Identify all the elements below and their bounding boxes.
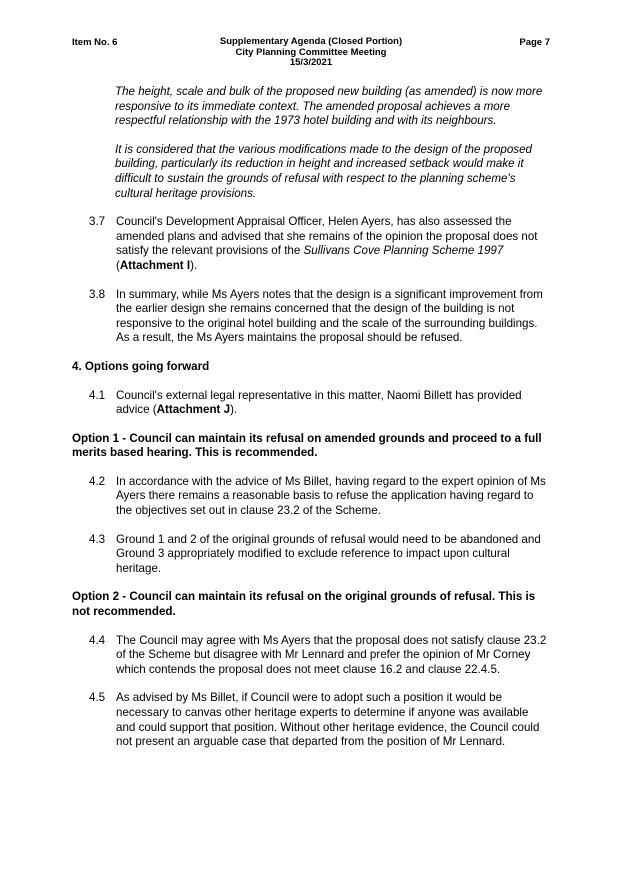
- paragraph-4-2: [89, 475, 550, 519]
- page-number: Page 7: [519, 37, 550, 48]
- paragraph-text: In summary, while Ms Ayers notes that the design is a significant improvement from the earlier design she remains concerned that the design of the building is not responsive to the original hotel building and the scale of the surrounding buildings. As a result, the Ms Ayers maintains the proposal should be refused.: [116, 287, 543, 345]
- paragraph-number: 4.4: [89, 633, 106, 647]
- attachment-reference: Attachment I: [119, 258, 191, 272]
- paragraph-text: Ground 1 and 2 of the original grounds of refusal would need to be abandoned and Ground 3 appropriately modified to exclude reference to impact upon cultural heritage.: [116, 532, 541, 575]
- header-date: 15/3/2021: [289, 57, 333, 68]
- paragraph-3-8: [89, 288, 550, 346]
- paragraph-4-5: [89, 691, 550, 749]
- scheme-title: Sullivans Cove Planning Scheme 1997: [303, 244, 504, 258]
- paragraph-number: 3.7: [89, 215, 106, 229]
- paragraph-4-3: [89, 533, 550, 577]
- attachment-reference: Attachment J: [156, 403, 231, 417]
- text-segment: ).: [230, 403, 238, 417]
- quote-paragraph-2: It is considered that the various modifications made to the design of the proposed building, particularly its reduction in height and increased setback would make it difficult to sustain the grounds of refusal with respect to the planning scheme's cultural heritage provisions.: [115, 142, 532, 200]
- paragraph-number: 4.5: [89, 691, 106, 705]
- paragraph-number: 4.1: [89, 388, 106, 402]
- text-segment: Council's Development Appraisal Officer, Helen Ayers, has also assessed the amended plans and advised that she remains of the opinion the proposal does not satisfy the relevant provisions of the: [116, 215, 538, 258]
- paragraph-number: 3.8: [89, 287, 106, 301]
- section-heading: 4. Options going forward: [72, 359, 210, 373]
- paragraph-text: The Council may agree with Ms Ayers that the proposal does not satisfy clause 23.2 of the Scheme but disagree with Mr Lennard and prefer the opinion of Mr Corney which contends the proposal does not meet clause 16.2 and clause 22.4.5.: [116, 633, 547, 676]
- quote-paragraph-1: The height, scale and bulk of the proposed new building (as amended) is now more responsive to its immediate context. The amended proposal achieves a more respectful relationship with the 1973 hotel building and with its neighbours.: [115, 85, 543, 128]
- page-header: [72, 37, 550, 73]
- text-segment: (: [116, 258, 120, 272]
- paragraph-text: In accordance with the advice of Ms Billet, having regard to the expert opinion of Ms Ayers there remains a reasonable basis to refuse the application having regard to the objectives set out in clause 23.2 of the Scheme.: [116, 474, 546, 518]
- header-title-line2: City Planning Committee Meeting: [235, 46, 387, 58]
- paragraph-3-7: [89, 215, 550, 273]
- paragraph-text: [116, 215, 550, 273]
- paragraph-4-1: [89, 389, 550, 418]
- document-body: [72, 85, 550, 764]
- paragraph-text: [116, 389, 550, 418]
- text-segment: Council's external legal representative in this matter, Naomi Billett has provided advice (: [116, 388, 522, 417]
- header-title-block: [72, 37, 550, 69]
- paragraph-number: 4.2: [89, 474, 106, 488]
- paragraph-4-4: [89, 634, 550, 678]
- text-segment: ).: [190, 258, 198, 272]
- paragraph-number: 4.3: [89, 532, 106, 546]
- option-1-heading: Option 1 - Council can maintain its refusal on amended grounds and proceed to a full merits based hearing. This is recommended.: [72, 431, 542, 460]
- option-2-heading: Option 2 - Council can maintain its refusal on the original grounds of refusal. This is not recommended.: [72, 590, 536, 619]
- header-title-line1: Supplementary Agenda (Closed Portion): [219, 36, 403, 47]
- item-number: Item No. 6: [72, 37, 118, 48]
- paragraph-text: As advised by Ms Billet, if Council were to adopt such a position it would be necessary to canvas other heritage experts to determine if anyone was available and could support that position. Without other heritage evidence, the Council could not present an arguable case that departed from the position of Mr Lennard.: [116, 691, 540, 749]
